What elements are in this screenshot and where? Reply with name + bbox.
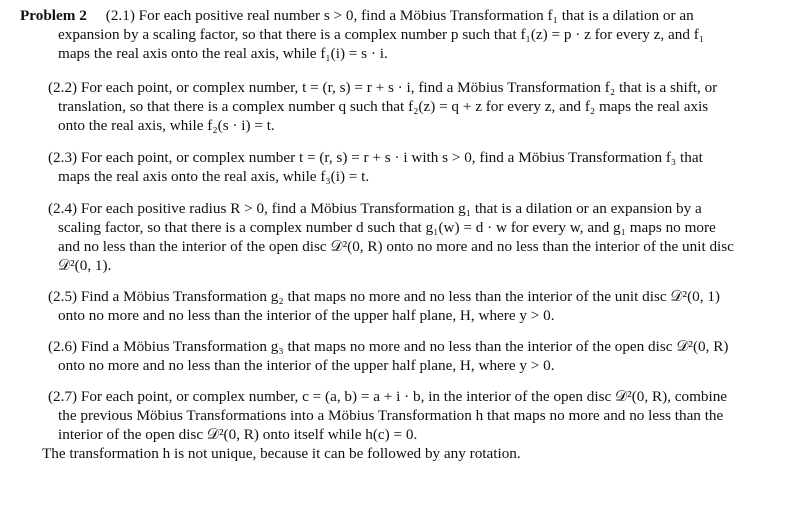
problem-heading: Problem 2 (20, 7, 87, 24)
intro-line-3: maps the real axis onto the real axis, while f₁(i) = s · i. (58, 45, 388, 62)
intro-line-1: Problem 2 (2.1) For each positive real number s > 0, find a Möbius Transformation f₁ that is a dilation or an (20, 7, 694, 24)
intro-line-2: expansion by a scaling factor, so that there is a complex number p such that f₁(z) = p · z for every z, and f₁ (58, 26, 705, 43)
document-page: Problem 2 (2.1) For each positive real number s > 0, find a Möbius Transformation f₁ that is a dilation or an expansion by a scaling factor, so that there is a complex number p such that f₁(z) = p · z for every z, and f₁ maps the real axis onto the real axis, while f₁(i) = s · i. (2.2) For each point, or complex number, t = (r, s) = r + s · i, find a Möbius Transformation f₂ that is a shift, or translation, so that there is a complex number q such that f₂(z) = q + z for every z, and f₂ maps the real axis onto the real axis, while f₂(s · i) = t. (2.3) For each point, or complex number t = (r, s) = r + s · i with s > 0, find a Möbius Transformation f₃ that maps the real axis onto the real axis, while f₃(i) = t. (2.4) For each positive radius R > 0, find a Möbius Transformation g₁ that is a dilation or an expansion by a scaling factor, so that there is a complex number d such that g₁(w) = d · w for every w, and g₁ maps no more and no less than the interior of the open disc 𝒟²(0, R) onto no more and no less than the interior of the unit disc 𝒟²(0, 1). (2.5) Find a Möbius Transformation g₂ that maps no more and no less than the interior of the unit disc 𝒟²(0, 1) onto no more and no less than the interior of the upper half plane, H, where y > 0. (2.6) Find a Möbius Transformation g₃ that maps no more and no less than the interior of the open disc 𝒟²(0, R) onto no more and no less than the interior of the upper half plane, H, where y > 0. (2.7) For each point, or complex number, c = (a, b) = a + i · b, in the interior of the open disc 𝒟²(0, R), combine the previous Möbius Transformations into a Möbius Transformation h that maps no more and no less than the interior of the open disc 𝒟²(0, R) onto itself while h(c) = 0. The transformation h is not unique, because it can be followed by any rotation. (20, 7, 734, 462)
